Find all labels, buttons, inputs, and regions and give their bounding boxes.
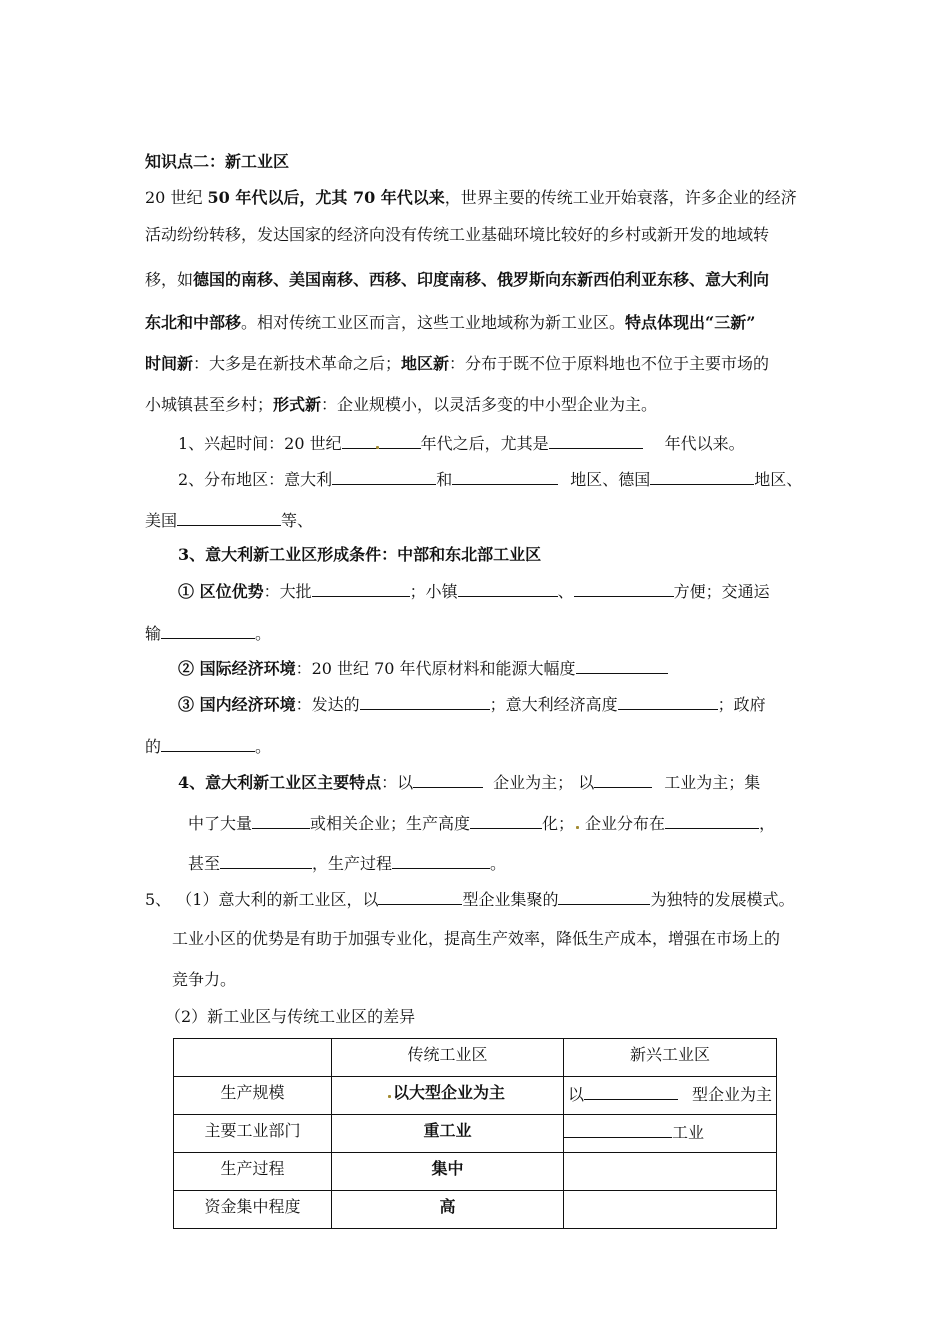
row-label: 主要工业部门 [174, 1115, 332, 1153]
new-cell [564, 1115, 777, 1153]
new-cell [564, 1077, 777, 1115]
q3-text: 、 [557, 582, 574, 601]
intro-bold: 时间新 [145, 354, 194, 373]
q3-text: ：大批 [263, 582, 312, 601]
intro-text: ，世界主要的传统工业开始衰落，许多企业的经济 [444, 188, 797, 207]
blank-field[interactable] [650, 468, 754, 485]
q2-text: 和 [436, 470, 453, 489]
dot-mark [388, 1095, 391, 1098]
q4-label: 4、意大利新工业区主要特点 [178, 773, 382, 792]
q3-label: ② 国际经济环境 [178, 659, 296, 678]
blank-field[interactable] [665, 812, 759, 829]
q3-label: ③ 国内经济环境 [178, 695, 296, 714]
q4-text: 。 [490, 854, 507, 873]
blank-field[interactable] [161, 735, 255, 752]
blank-field[interactable] [564, 1121, 672, 1138]
intro-text: ：企业规模小，以灵活多变的中小型企业为主。 [321, 395, 658, 414]
q4-text: 或相关企业；生产高度 [310, 814, 471, 833]
q4-text: 化； [542, 814, 575, 833]
blank-field[interactable] [378, 888, 462, 905]
blank-field[interactable] [618, 693, 718, 710]
section-heading: 知识点二：新工业区 [145, 152, 290, 171]
new-cell[interactable] [564, 1153, 777, 1191]
q5-text: 型企业集聚的 [462, 890, 559, 909]
intro-line-2: 活动纷纷转移，发达国家的经济向没有传统工业基础环境比较好的乡村或新开发的地域转 [145, 225, 770, 244]
blank-field[interactable] [413, 771, 483, 788]
question-4-cont-2 [188, 852, 506, 874]
blank-field[interactable] [574, 580, 674, 597]
question-2-cont [145, 509, 313, 531]
intro-text: 20 世纪 [145, 188, 208, 207]
blank-field[interactable] [379, 432, 421, 449]
q4-text: ：以 [381, 773, 414, 792]
q1-text: 年代之后，尤其是 [420, 434, 549, 453]
row-label: 资金集中程度 [174, 1191, 332, 1229]
new-text: 工业 [672, 1123, 705, 1142]
row-label: 生产规模 [174, 1077, 332, 1115]
question-5 [145, 888, 794, 910]
intro-text: 移，如 [145, 270, 194, 289]
intro-line-3 [145, 270, 769, 290]
traditional-cell: 重工业 [332, 1115, 564, 1153]
table-row [174, 1191, 777, 1229]
q2-text: 美国 [145, 511, 178, 530]
q4-text: 企业为主； 以 [493, 773, 595, 792]
intro-line-6 [145, 395, 657, 415]
q3-text: 。 [255, 624, 272, 643]
traditional-cell: 高 [332, 1191, 564, 1229]
comparison-table [173, 1038, 777, 1229]
intro-bold: 地区新 [401, 354, 450, 373]
blank-field[interactable] [252, 812, 310, 829]
q3-condition-3-cont [145, 735, 271, 757]
question-4 [178, 771, 760, 793]
new-cell[interactable] [564, 1191, 777, 1229]
q2-text: 等、 [281, 511, 314, 530]
intro-line-4 [145, 313, 755, 333]
q3-condition-2 [178, 657, 668, 679]
table-header-cell [174, 1039, 332, 1077]
blank-field[interactable] [576, 657, 668, 674]
q3-condition-1 [178, 580, 770, 602]
q4-text: ，生产过程 [312, 854, 393, 873]
table-header-row [174, 1039, 777, 1077]
question-4-cont-1 [188, 812, 775, 834]
traditional-cell [332, 1077, 564, 1115]
blank-field[interactable] [360, 693, 490, 710]
traditional-cell: 集中 [332, 1153, 564, 1191]
q3-text: 方便；交通运 [673, 582, 770, 601]
q3-text: 输 [145, 624, 162, 643]
intro-bold: 东北和中部移 [145, 313, 242, 332]
new-text: 型企业为主 [692, 1085, 773, 1104]
q4-text: 工业为主；集 [664, 773, 761, 792]
blank-field[interactable] [220, 852, 312, 869]
q3-condition-3 [178, 693, 766, 715]
intro-bold: 德国的南移、美国南移、西移、印度南移、俄罗斯向东新西伯利亚东移、意大利向 [193, 270, 770, 289]
intro-bold: 50 年代以后，尤其 70 年代以来 [207, 188, 445, 207]
dot-mark [576, 826, 579, 829]
intro-text: 小城镇甚至乡村； [145, 395, 274, 414]
q1-text: 1、兴起时间：20 世纪 [178, 434, 342, 453]
q5-text-line: 工业小区的优势是有助于加强专业化，提高生产效率，降低生产成本，增强在市场上的 [172, 929, 781, 948]
blank-field[interactable] [594, 771, 652, 788]
blank-field[interactable] [332, 468, 436, 485]
q3-text: ；政府 [717, 695, 766, 714]
intro-text: 。相对传统工业区而言，这些工业地域称为新工业区。 [241, 313, 626, 332]
q5-text-line: 竞争力。 [172, 970, 237, 989]
table-row [174, 1077, 777, 1115]
blank-field[interactable] [584, 1083, 678, 1100]
blank-field[interactable] [312, 580, 410, 597]
blank-field[interactable] [470, 812, 542, 829]
table-header-cell: 新兴工业区 [564, 1039, 777, 1077]
table-header-cell: 传统工业区 [332, 1039, 564, 1077]
q3-text: ：20 世纪 70 年代原材料和能源大幅度 [295, 659, 576, 678]
q4-text: ， [759, 814, 776, 833]
q5-subheading: （2）新工业区与传统工业区的差异 [165, 1007, 416, 1026]
q3-text: 的 [145, 737, 162, 756]
blank-field[interactable] [549, 432, 643, 449]
new-text: 以 [568, 1085, 585, 1104]
q4-text: 企业分布在 [585, 814, 666, 833]
intro-bold: 特点体现出“三新” [625, 313, 756, 332]
question-3-title [178, 545, 541, 565]
intro-bold: 形式新 [273, 395, 322, 414]
q5-text: 5、 （1）意大利的新工业区，以 [145, 890, 379, 909]
q3-title-text: 3、意大利新工业区形成条件：中部和东北部工业区 [178, 545, 542, 564]
q3-text: ；小镇 [409, 582, 458, 601]
traditional-value: 以大型企业为主 [392, 1083, 505, 1102]
blank-field[interactable] [452, 468, 558, 485]
q3-label: ① 区位优势 [178, 582, 264, 601]
q2-text: 地区、德国 [570, 470, 651, 489]
q4-text: 甚至 [188, 854, 221, 873]
blank-field[interactable] [458, 580, 558, 597]
table-row [174, 1115, 777, 1153]
q5-text: 为独特的发展模式。 [650, 890, 795, 909]
blank-field[interactable] [161, 622, 255, 639]
q2-text: 地区、 [754, 470, 803, 489]
question-2 [178, 468, 802, 490]
q3-text: 。 [255, 737, 272, 756]
table-row [174, 1153, 777, 1191]
q1-text: 年代以来。 [664, 434, 745, 453]
blank-field[interactable] [342, 432, 378, 449]
question-1 [178, 432, 745, 454]
blank-field[interactable] [558, 888, 650, 905]
q3-condition-1-cont [145, 622, 271, 644]
q3-text: ；意大利经济高度 [489, 695, 618, 714]
row-label: 生产过程 [174, 1153, 332, 1191]
q4-text: 中了大量 [188, 814, 253, 833]
intro-text: ：大多是在新技术革命之后； [193, 354, 402, 373]
q2-text: 2、分布地区：意大利 [178, 470, 333, 489]
blank-field[interactable] [392, 852, 490, 869]
intro-line-5 [145, 354, 769, 374]
q3-text: ：发达的 [295, 695, 360, 714]
intro-line-1 [145, 188, 797, 208]
blank-field[interactable] [177, 509, 281, 526]
intro-text: ：分布于既不位于原料地也不位于主要市场的 [449, 354, 770, 373]
